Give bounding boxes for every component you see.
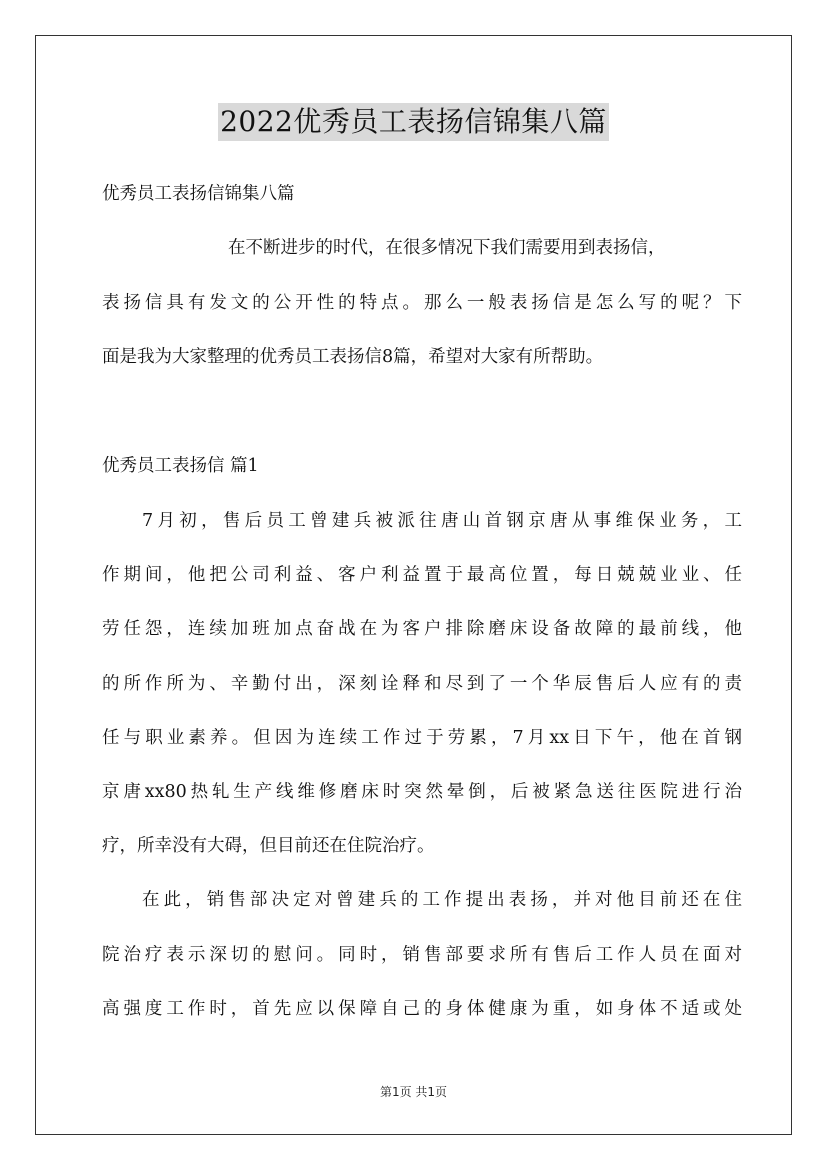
paragraph-line: 7月初，售后员工曾建兵被派往唐山首钢京唐从事维保业务，工 [142, 511, 742, 531]
paragraph-line: 高强度工作时，首先应以保障自己的身体健康为重，如身体不适或处 [102, 999, 742, 1019]
paragraph-line: 在此，销售部决定对曾建兵的工作提出表扬，并对他目前还在住 [142, 890, 742, 910]
paragraph-line: 作期间，他把公司利益、客户利益置于最高位置，每日兢兢业业、任 [102, 565, 742, 585]
paragraph-line: 京唐xx80热轧生产线维修磨床时突然晕倒，后被紧急送往医院进行治 [102, 782, 742, 802]
intro-line: 表扬信具有发文的公开性的特点。那么一般表扬信是怎么写的呢？下 [102, 293, 742, 313]
intro-line: 面是我为大家整理的优秀员工表扬信8篇，希望对大家有所帮助。 [102, 347, 604, 367]
section-heading: 优秀员工表扬信 篇1 [102, 456, 259, 476]
page-number-footer: 第1页 共1页 [379, 1085, 448, 1099]
paragraph-line: 劳任怨，连续加班加点奋战在为客户排除磨床设备故障的最前线，他 [102, 619, 742, 639]
intro-line: 在不断进步的时代，在很多情况下我们需要用到表扬信， [228, 238, 666, 258]
paragraph-line: 的所作所为、辛勤付出，深刻诠释和尽到了一个华辰售后人应有的责 [102, 674, 742, 694]
paragraph-line: 任与职业素养。但因为连续工作过于劳累，7月xx日下午，他在首钢 [102, 728, 742, 748]
title-block [0, 103, 827, 141]
subtitle: 优秀员工表扬信锦集八篇 [102, 184, 295, 204]
paragraph-line: 疗，所幸没有大碍，但目前还在住院治疗。 [102, 836, 435, 856]
paragraph-line: 院治疗表示深切的慰问。同时，销售部要求所有售后工作人员在面对 [102, 945, 742, 965]
document-title: 2022优秀员工表扬信锦集八篇 [218, 103, 609, 141]
